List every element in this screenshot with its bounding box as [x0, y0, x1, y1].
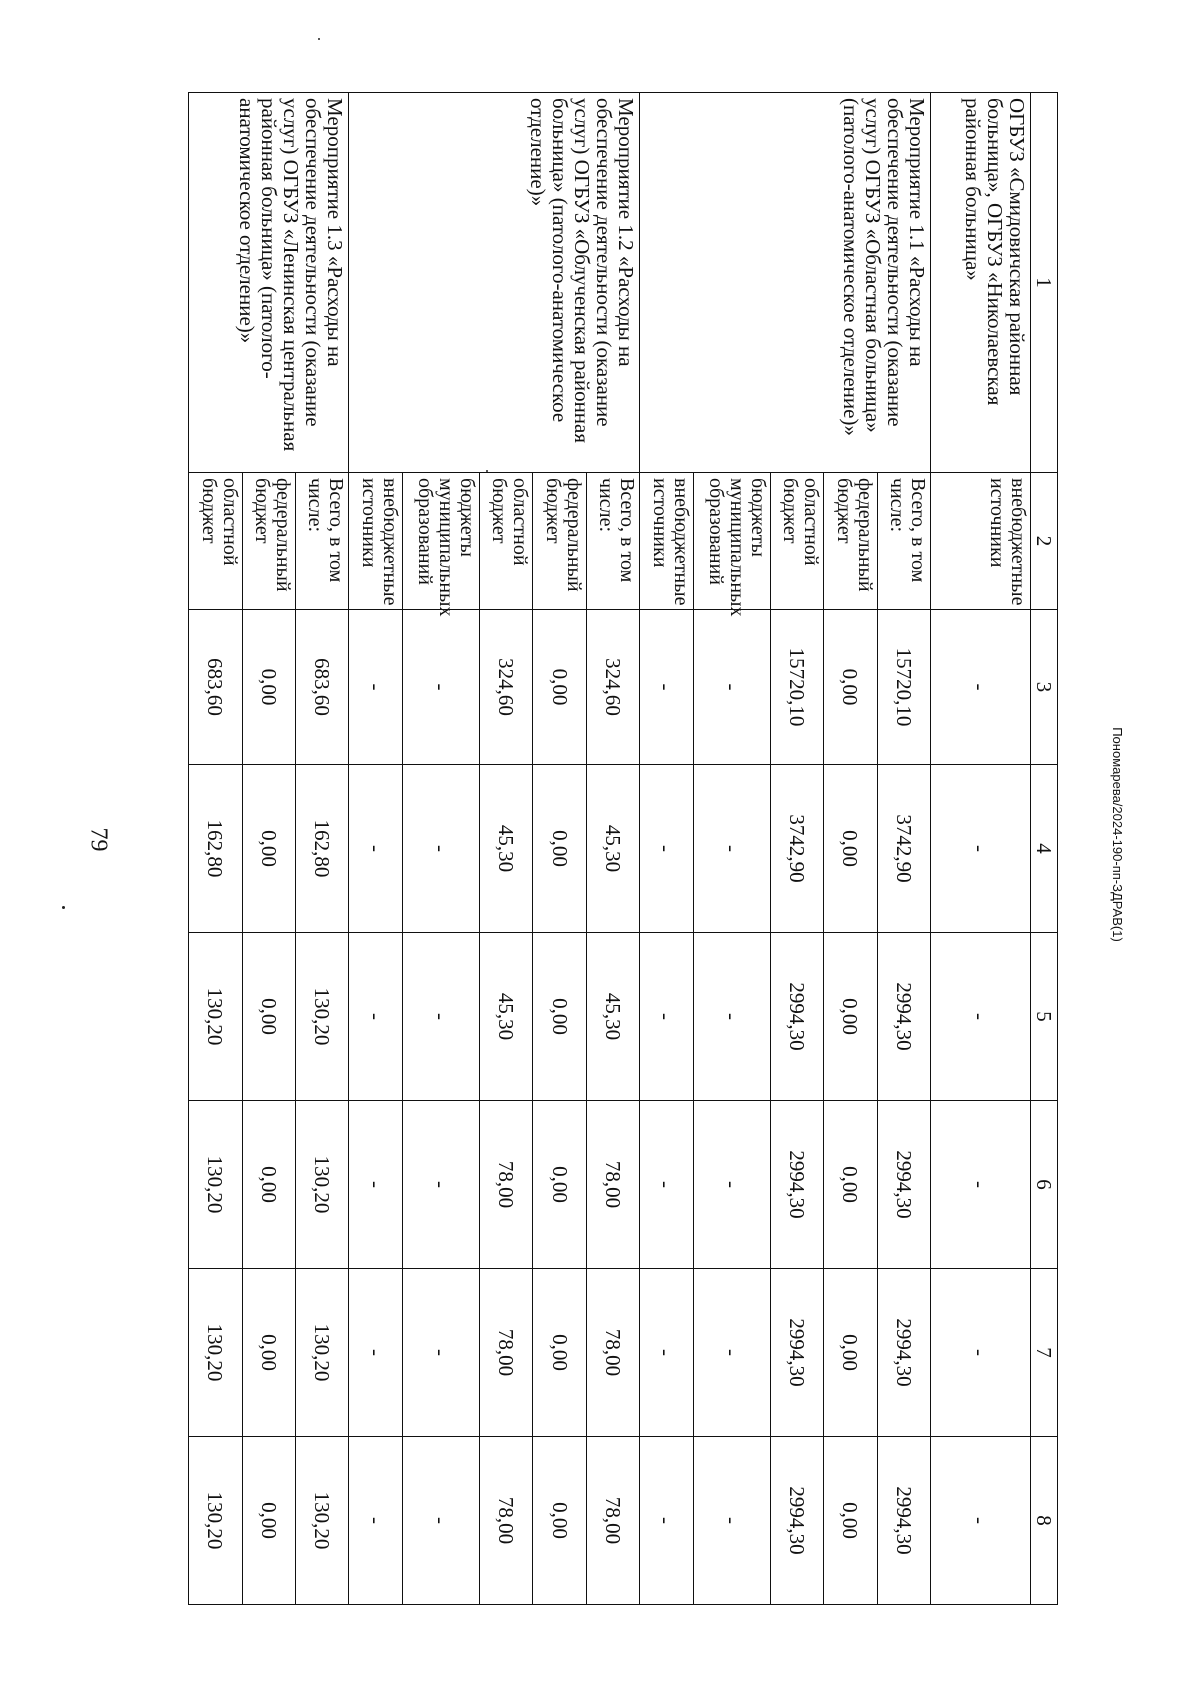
value-cell: -: [693, 1269, 770, 1437]
value-cell: 2994,30: [770, 1437, 823, 1605]
source-cell: Всего, в том числе:: [877, 473, 930, 610]
value-cell: 0,00: [242, 1437, 295, 1605]
value-cell: 0,00: [824, 610, 877, 765]
value-cell: 130,20: [189, 1437, 243, 1605]
value-cell: 45,30: [586, 933, 639, 1101]
value-cell: -: [402, 1269, 479, 1437]
value-cell: -: [930, 610, 1030, 765]
value-cell: 130,20: [189, 1269, 243, 1437]
value-cell: 15720,10: [770, 610, 823, 765]
value-cell: -: [930, 765, 1030, 933]
value-cell: -: [349, 1101, 402, 1269]
source-cell: областной бюджет: [770, 473, 823, 610]
value-cell: -: [640, 765, 693, 933]
source-cell: Всего, в том числе:: [586, 473, 639, 610]
value-cell: 3742,90: [877, 765, 930, 933]
source-cell: федеральный бюджет: [533, 473, 586, 610]
event-cell: ОГБУЗ «Смидовичская районная больница», ОГБУЗ «Николаевская районная больница»: [930, 93, 1030, 473]
value-cell: -: [402, 933, 479, 1101]
value-cell: -: [930, 1269, 1030, 1437]
value-cell: 130,20: [189, 933, 243, 1101]
value-cell: 2994,30: [877, 1269, 930, 1437]
value-cell: -: [693, 933, 770, 1101]
value-cell: 45,30: [586, 765, 639, 933]
value-cell: -: [402, 1437, 479, 1605]
rotated-table-frame: [188, 92, 1058, 1604]
value-cell: 78,00: [586, 1437, 639, 1605]
value-cell: -: [640, 1101, 693, 1269]
value-cell: 2994,30: [877, 1437, 930, 1605]
header-col-1: 1: [1030, 93, 1057, 473]
header-col-5: 5: [1030, 933, 1057, 1101]
value-cell: 130,20: [295, 933, 348, 1101]
budget-table: [188, 92, 1058, 1605]
value-cell: 78,00: [586, 1101, 639, 1269]
value-cell: 162,80: [189, 765, 243, 933]
value-cell: 130,20: [295, 1269, 348, 1437]
value-cell: -: [693, 765, 770, 933]
value-cell: 78,00: [479, 1437, 532, 1605]
value-cell: -: [693, 1101, 770, 1269]
event-cell: Мероприятие 1.3 «Расходы на обеспечение деятельности (оказание услуг) ОГБУЗ «Ленинская центральная районная больница» (патолого-анатомическое отделение)»: [189, 93, 349, 473]
source-cell: внебюджетные источники: [640, 473, 693, 610]
value-cell: 2994,30: [770, 1269, 823, 1437]
header-col-4: 4: [1030, 765, 1057, 933]
header-col-7: 7: [1030, 1269, 1057, 1437]
source-cell: бюджеты муниципальных образований: [402, 473, 479, 610]
value-cell: 0,00: [824, 933, 877, 1101]
value-cell: 0,00: [824, 765, 877, 933]
footer-reference: Пономарева/2024-190-пп-ЗДРАВ(1): [1109, 727, 1125, 942]
value-cell: -: [402, 1101, 479, 1269]
table-header: [1030, 93, 1057, 1605]
value-cell: 130,20: [189, 1101, 243, 1269]
header-col-8: 8: [1030, 1437, 1057, 1605]
value-cell: -: [640, 933, 693, 1101]
value-cell: 78,00: [479, 1101, 532, 1269]
value-cell: 0,00: [533, 765, 586, 933]
value-cell: 0,00: [824, 1101, 877, 1269]
value-cell: 0,00: [533, 1101, 586, 1269]
header-col-2: 2: [1030, 473, 1057, 610]
table-row: [586, 93, 639, 1605]
value-cell: -: [930, 1437, 1030, 1605]
header-col-3: 3: [1030, 610, 1057, 765]
source-cell: Всего, в том числе:: [295, 473, 348, 610]
header-col-6: 6: [1030, 1101, 1057, 1269]
value-cell: 130,20: [295, 1437, 348, 1605]
source-cell: внебюджетные источники: [930, 473, 1030, 610]
value-cell: 0,00: [533, 1269, 586, 1437]
value-cell: 0,00: [242, 933, 295, 1101]
value-cell: 0,00: [533, 933, 586, 1101]
value-cell: -: [349, 610, 402, 765]
value-cell: 683,60: [189, 610, 243, 765]
event-cell: Мероприятие 1.2 «Расходы на обеспечение деятельности (оказание услуг) ОГБУЗ «Облученская районная больница» (патолого-анатомическое отделение)»: [349, 93, 640, 473]
value-cell: 45,30: [479, 933, 532, 1101]
value-cell: -: [402, 610, 479, 765]
event-cell: Мероприятие 1.1 «Расходы на обеспечение деятельности (оказание услуг) ОГБУЗ «Областная больница» (патолого-анатомическое отделение)»: [640, 93, 931, 473]
value-cell: 2994,30: [770, 1101, 823, 1269]
value-cell: 78,00: [479, 1269, 532, 1437]
value-cell: 2994,30: [877, 933, 930, 1101]
value-cell: 15720,10: [877, 610, 930, 765]
source-cell: внебюджетные источники: [349, 473, 402, 610]
source-cell: областной бюджет: [479, 473, 532, 610]
value-cell: 0,00: [242, 610, 295, 765]
value-cell: 2994,30: [770, 933, 823, 1101]
table-container: [188, 92, 1058, 1604]
value-cell: -: [349, 765, 402, 933]
value-cell: -: [402, 765, 479, 933]
value-cell: 683,60: [295, 610, 348, 765]
source-cell: федеральный бюджет: [242, 473, 295, 610]
value-cell: 0,00: [242, 1101, 295, 1269]
table-row: [877, 93, 930, 1605]
source-cell: бюджеты муниципальных образований: [693, 473, 770, 610]
value-cell: -: [640, 1269, 693, 1437]
value-cell: -: [693, 1437, 770, 1605]
value-cell: 45,30: [479, 765, 532, 933]
value-cell: 0,00: [824, 1437, 877, 1605]
value-cell: -: [349, 1269, 402, 1437]
value-cell: -: [930, 1101, 1030, 1269]
table-row: [930, 93, 1030, 1605]
value-cell: 0,00: [824, 1269, 877, 1437]
value-cell: 324,60: [479, 610, 532, 765]
header-row: [1030, 93, 1057, 1605]
value-cell: 324,60: [586, 610, 639, 765]
source-cell: федеральный бюджет: [824, 473, 877, 610]
value-cell: 162,80: [295, 765, 348, 933]
value-cell: -: [640, 610, 693, 765]
value-cell: 0,00: [242, 1269, 295, 1437]
value-cell: -: [349, 933, 402, 1101]
scan-speck: [62, 906, 65, 909]
value-cell: 2994,30: [877, 1101, 930, 1269]
value-cell: 130,20: [295, 1101, 348, 1269]
table-body: [189, 93, 1031, 1605]
table-row: [295, 93, 348, 1605]
value-cell: -: [693, 610, 770, 765]
value-cell: -: [930, 933, 1030, 1101]
source-cell: областной бюджет: [189, 473, 243, 610]
value-cell: 0,00: [533, 610, 586, 765]
value-cell: -: [640, 1437, 693, 1605]
page-number: 79: [85, 827, 112, 852]
scan-speck: [318, 38, 320, 40]
value-cell: -: [349, 1437, 402, 1605]
value-cell: 0,00: [242, 765, 295, 933]
value-cell: 78,00: [586, 1269, 639, 1437]
value-cell: 0,00: [533, 1437, 586, 1605]
value-cell: 3742,90: [770, 765, 823, 933]
